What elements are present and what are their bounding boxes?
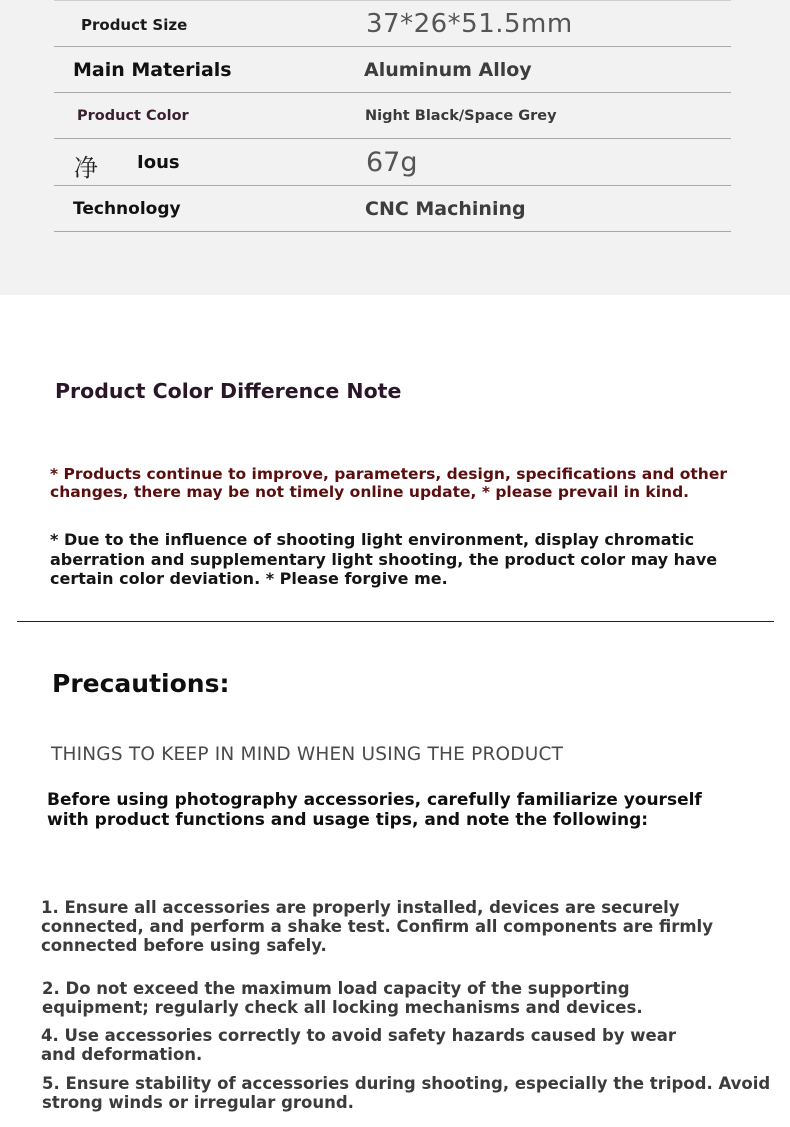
spec-label: Main Materials: [73, 59, 232, 81]
spec-glyph: 净: [74, 154, 98, 182]
spec-row-weight: [54, 139, 731, 186]
precautions-intro: Before using photography accessories, carefully familiarize yourself with product functions and usage tips, and note the following:: [47, 790, 702, 830]
spec-label: Ious: [137, 152, 180, 173]
spec-value: CNC Machining: [365, 198, 526, 220]
spec-value: Aluminum Alloy: [364, 59, 532, 81]
spec-row-color: [54, 93, 731, 139]
spec-label: Product Size: [81, 16, 188, 34]
spec-table: [54, 0, 731, 232]
color-note-paragraph: * Products continue to improve, parameters, design, specifications and other changes, there may be not timely online update, * please prevail in kind.: [50, 465, 727, 501]
precaution-item: 4. Use accessories correctly to avoid safety hazards caused by wear and deformation.: [41, 1026, 676, 1065]
spec-section: [0, 0, 790, 295]
color-note-paragraph: * Due to the influence of shooting light environment, display chromatic aberration and supplementary light shooting, the product color may have certain color deviation. * Please forgive me.: [50, 530, 718, 588]
precautions-title: Precautions:: [52, 669, 230, 698]
precaution-item: 5. Ensure stability of accessories during shooting, especially the tripod. Avoid strong winds or irregular ground.: [42, 1074, 771, 1113]
spec-label: Product Color: [77, 108, 189, 124]
spec-label: Technology: [73, 199, 181, 219]
spec-row-materials: [54, 47, 731, 93]
spec-row-technology: [54, 186, 731, 232]
spec-value: 37*26*51.5mm: [366, 9, 573, 39]
precautions-subtitle: THINGS TO KEEP IN MIND WHEN USING THE PRODUCT: [51, 744, 564, 765]
spec-value: Night Black/Space Grey: [365, 108, 557, 124]
precaution-item: 1. Ensure all accessories are properly installed, devices are securely connected, and perform a shake test. Confirm all components are firmly connected before using safely.: [41, 898, 713, 956]
color-note-title: Product Color Difference Note: [55, 379, 402, 403]
section-divider: [17, 621, 774, 622]
precaution-item: 2. Do not exceed the maximum load capacity of the supporting equipment; regularly check all locking mechanisms and devices.: [42, 979, 643, 1018]
spec-value: 67g: [366, 147, 418, 178]
spec-row-size: [54, 1, 731, 47]
